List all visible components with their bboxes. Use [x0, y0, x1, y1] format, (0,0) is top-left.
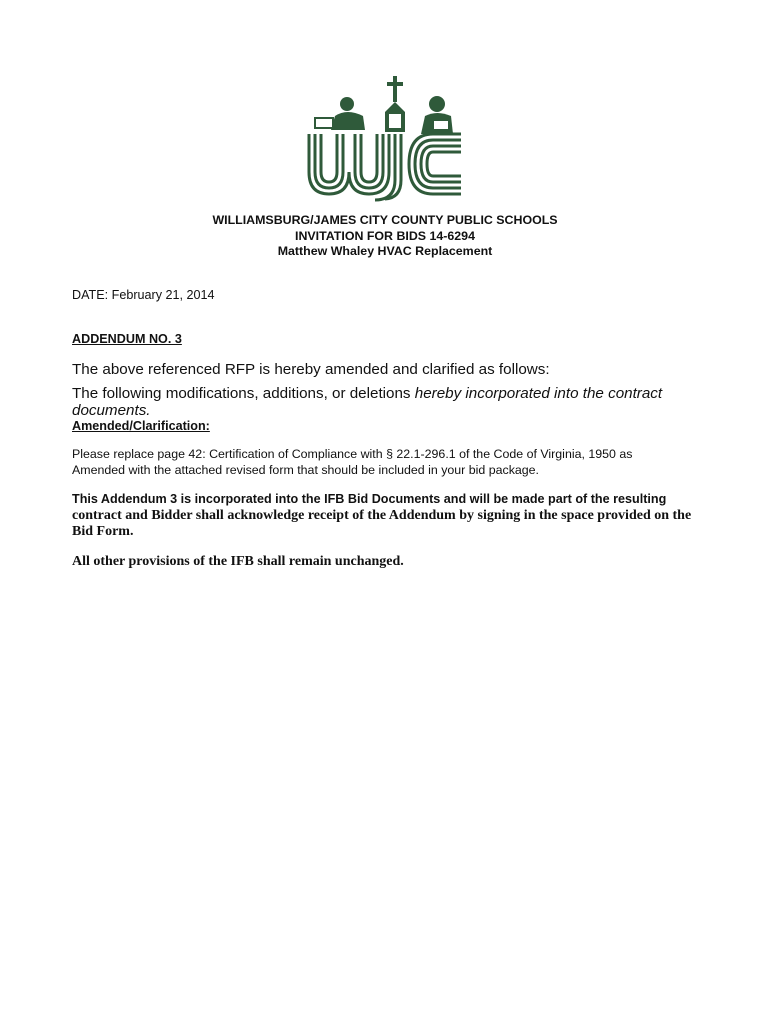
incorporation-paragraph [72, 491, 702, 541]
final-statement: All other provisions of the IFB shall remain unchanged. [72, 554, 404, 569]
intro-line-2-plain: The following modifications, additions, or deletions [72, 385, 415, 402]
replace-line-1: Please replace page 42: Certification of Compliance with § 22.1-296.1 of the Code of Virginia, 1950 as [72, 447, 633, 461]
replace-paragraph [72, 447, 702, 478]
incorporation-line-2: contract and Bidder shall acknowledge receipt of the Addendum by signing in the space provided on the [72, 507, 692, 523]
intro-line-2-italic: hereby incorporated into the contract documents. [72, 385, 663, 419]
header-line-2: INVITATION FOR BIDS 14-6294 [295, 228, 475, 243]
intro-line-1: The above referenced RFP is hereby amended and clarified as follows: [72, 361, 550, 378]
incorporation-line-1: This Addendum 3 is incorporated into the IFB Bid Documents and will be made part of the resulting [72, 492, 667, 506]
amended-heading: Amended/Clarification: [72, 419, 210, 433]
incorporation-line-3: Bid Form. [72, 524, 134, 539]
header-line-3: Matthew Whaley HVAC Replacement [277, 244, 493, 258]
header-line-1: WILLIAMSBURG/JAMES CITY COUNTY PUBLIC SCHOOLS [212, 213, 558, 227]
addendum-title: ADDENDUM NO. 3 [72, 332, 182, 346]
document-header [0, 213, 770, 260]
replace-line-2: Amended with the attached revised form that should be included in your bid package. [72, 462, 540, 477]
date-line: DATE: February 21, 2014 [72, 288, 215, 302]
wjcc-logo [305, 72, 465, 202]
intro-line-2 [72, 385, 702, 419]
